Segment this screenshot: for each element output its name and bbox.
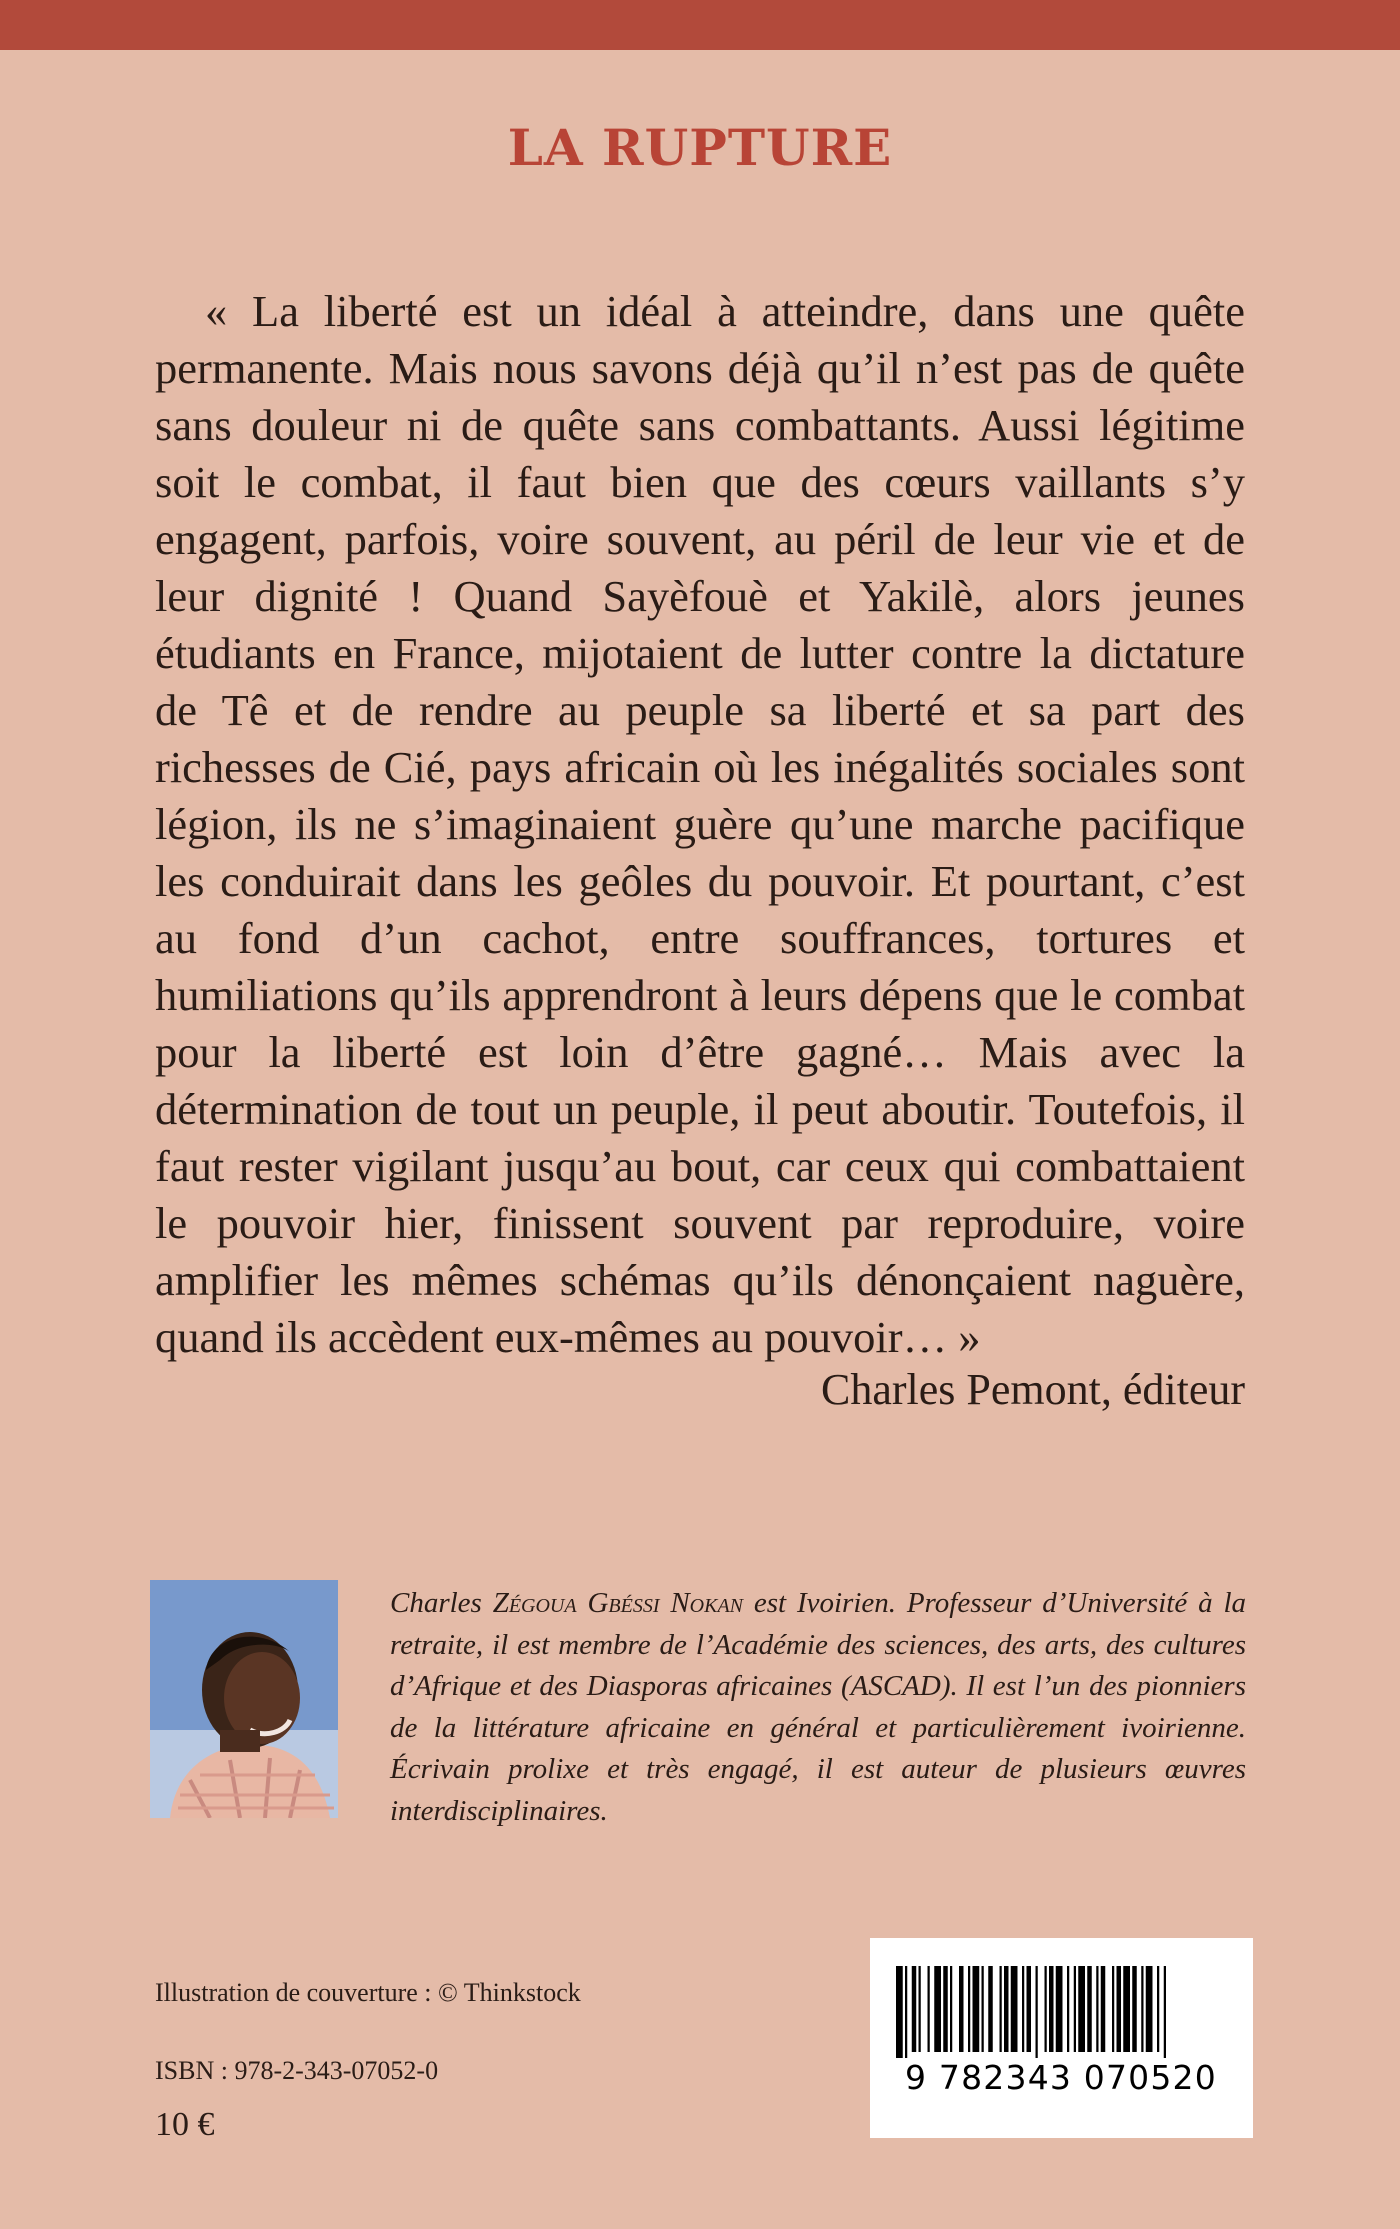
book-title: LA RUPTURE: [507, 118, 893, 177]
author-bio: [390, 1583, 1246, 1832]
price: 10 €: [155, 2106, 215, 2143]
top-color-bar: [0, 0, 1400, 50]
author-bio-text: est Ivoirien. Professeur d’Université à la retraite, il est membre de l’Académie des sciences, des arts, des cultures d’Afrique et des Diasporas africaines (ASCAD). Il est l’un des pionniers de la littérature africaine en général et particulièrement ivoirienne. Écrivain prolixe et très engagé, il est auteur de plusieurs œuvres interdisciplinaires.: [390, 1587, 1246, 1827]
back-cover-blurb: « La liberté est un idéal à atteindre, dans une quête permanente. Mais nous savons déjà qu’il n’est pas de quête sans douleur ni de quête sans combattants. Aussi légitime soit le combat, il faut bien que des cœurs vaillants s’y engagent, parfois, voire souvent, au péril de leur vie et de leur dignité ! Quand Sayèfouè et Yakilè, alors jeunes étudiants en France, mijotaient de lutter contre la dictature de Tê et de rendre au peuple sa liberté et sa part des richesses de Cié, pays africain où les inégalités sociales sont légion, ils ne s’imaginaient guère qu’une marche pacifique les conduirait dans les geôles du pouvoir. Et pourtant, c’est au fond d’un cachot, entre souffrances, tortures et humiliations qu’ils apprendront à leurs dépens que le combat pour la liberté est loin d’être gagné… Mais avec la détermination de tout un peuple, il peut aboutir. Toutefois, il faut rester vigilant jusqu’au bout, car ceux qui combattaient le pouvoir hier, finissent souvent par reproduire, voire amplifier les mêmes schémas qu’ils dénonçaient naguère, quand ils accèdent eux-mêmes au pouvoir… »: [155, 286, 1245, 1362]
author-portrait-illustration: [150, 1580, 338, 1818]
cover-illustration-credit: Illustration de couverture : © Thinkstock: [155, 1978, 581, 2007]
author-surname: Zégoua Gbéssi Nokan: [492, 1587, 744, 1619]
barcode-digits: 9 782343 070520: [905, 2058, 1217, 2097]
author-photo: [150, 1580, 338, 1818]
barcode: [870, 1938, 1253, 2138]
author-first-name: Charles: [390, 1587, 482, 1619]
publisher-signature: Charles Pemont, éditeur: [820, 1365, 1245, 1414]
isbn: ISBN : 978-2-343-07052-0: [155, 2056, 439, 2085]
barcode-bars-icon: [896, 1966, 1226, 2058]
